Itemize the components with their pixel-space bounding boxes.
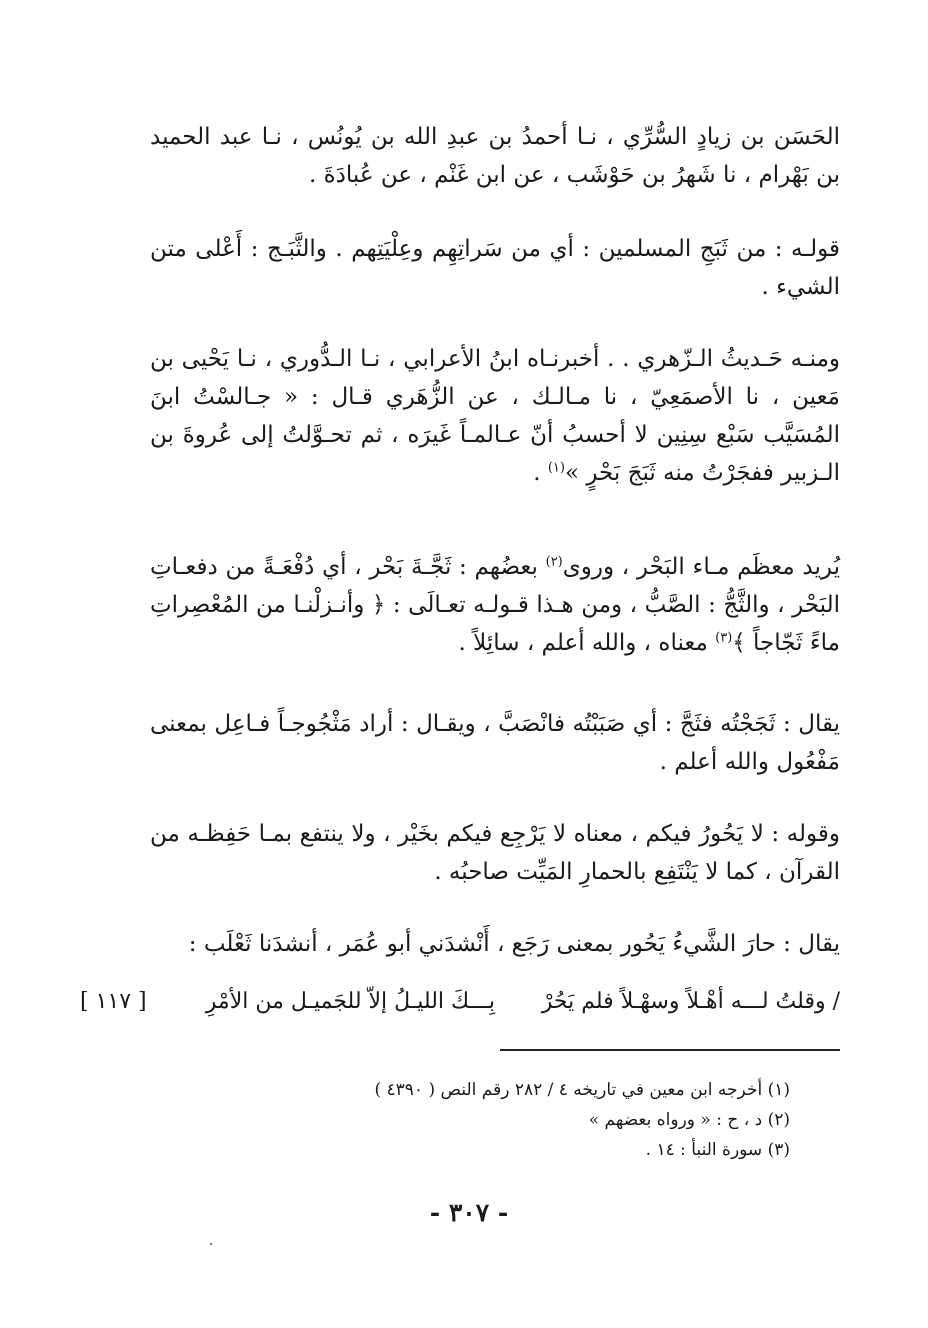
footnotes-section bbox=[300, 1075, 790, 1165]
footnote-marker-2: (٢) bbox=[545, 554, 563, 570]
poetry-verse bbox=[80, 982, 840, 1022]
footnote-marker-1: (١) bbox=[547, 460, 565, 476]
paragraph-text: بعضُهم : ثَجَّـةَ بَحْر ، أي دُفْعَـةً من دفعـاتِ البَحْر ، والثَّجُّ : الصَّبُّ ، ومن هـذا قـولـه تعـالَى : ﴿ وأنـزلْنـا من المُعْصِراتِ ماءً ثَجّاجاً ﴾ bbox=[150, 554, 840, 656]
footnote-marker-3: (٣) bbox=[715, 630, 733, 646]
page-number: - ٣٠٧ - bbox=[429, 1198, 509, 1227]
paragraph-text: يقال : حارَ الشَّيءُ يَحُور بمعنى رَجَع ، أَنْشدَني أبو عُمَر ، أنشدَنا ثَعْلَب : bbox=[188, 931, 840, 957]
paragraph-text: يُريد معظَم مـاء البَحْر ، وروى bbox=[562, 554, 841, 580]
verse-first-hemistich: / وقلتُ لـــه أهْـلاً وسهْـلاً فلم يَحُرْ bbox=[541, 989, 840, 1014]
footnote-divider bbox=[500, 1049, 840, 1051]
scan-speck bbox=[210, 1243, 212, 1245]
footnote-2: (٢) د ، ح : « ورواه بعضهم » bbox=[588, 1110, 790, 1130]
paragraph-isnad bbox=[150, 118, 840, 194]
paragraph-la-yahur bbox=[150, 815, 840, 891]
footnote-3: (٣) سورة النبأ : ١٤ . bbox=[645, 1140, 790, 1160]
paragraph-text: قولـه : من ثَبَجِ المسلمين : أي من سَراتِهِم وعِلْيَتِهم . والثَّبَـج : أَعْلى متن الشيء . bbox=[150, 236, 840, 300]
paragraph-text: وقوله : لا يَحُورُ فيكم ، معناه لا يَرْجِع فيكم بخَيْر ، ولا ينتفع بمـا حَفِظـه من القرآن ، كما لا يَنْتَفِع بالحمارِ المَيِّت صاحبُه . bbox=[150, 821, 840, 885]
paragraph-text: ومنـه حَـديثُ الـزّهري . . أخبرنـاه ابنُ الأعرابي ، نـا الـدُّوري ، نـا يَحْيى بن مَعين ، نا الأصمَعِيّ ، نا مـالـك ، عن الزُّهَري قـال : « جـالسْتُ ابنَ المُسَيَّب سَبْع سِنِين لا أحسبُ أنّ عـالمـاً غَيرَه ، ثم تحـوَّلتُ إلى عُروةَ بن الـزبير ففجَرْتُ منه ثَبَجَ بَحْرٍ » bbox=[150, 346, 840, 486]
paragraph-thabaj-definition bbox=[150, 230, 840, 306]
paragraph-sea-meaning bbox=[150, 548, 840, 662]
manuscript-page-reference: [ ١١٧ ] bbox=[80, 989, 147, 1014]
paragraph-har-al-shay bbox=[150, 925, 840, 963]
paragraph-thajajtuh bbox=[150, 705, 840, 781]
paragraph-text: معناه ، والله أعلم ، سائِلاً . bbox=[458, 630, 708, 656]
paragraph-text: يقال : ثَجَجْتُه فثَجَّ : أي صَبَبْتُه فانْصَبَّ ، ويقـال : أراد مَثْجُوجـاً فـاعِل بمعنى مَفْعُول والله أعلم . bbox=[150, 711, 840, 775]
verse-second-hemistich: بِـــكَ الليـلُ إلاّ للجَميـل من الأمْرِ bbox=[205, 989, 495, 1014]
paragraph-text: الحَسَن بن زيادٍ السُّرِّي ، نـا أحمدُ بن عبدِ الله بن يُونُس ، نـا عبد الحميد بن بَهْرام ، نا شَهرُ بن حَوْشَب ، عن ابن غَنْم ، عن عُبادَةَ . bbox=[150, 124, 840, 188]
paragraph-zuhri-hadith: ومنـه حَـديثُ الـزّهري . . أخبرنـاه ابنُ الأعرابي ، نـا الـدُّوري ، نـا يَحْيى بن مَعين ، نا الأصمَعِيّ ، نا مـالـك ، عن الزُّهَري قـال : « جـالسْتُ ابنَ المُسَيَّب سَبْع سِنِين لا أحسبُ أنّ عـالمـاً غَيرَه ، ثم تحـوَّلتُ إلى عُروةَ بن الـزبير ففجَرْتُ منه ثَبَجَ بَحْرٍ »$^{(١)}$ . bbox=[150, 346, 840, 486]
footnote-1: (١) أخرجه ابن معين في تاريخه ٤ / ٢٨٢ رقم النص ( ٤٣٩٠ ) bbox=[374, 1080, 790, 1100]
